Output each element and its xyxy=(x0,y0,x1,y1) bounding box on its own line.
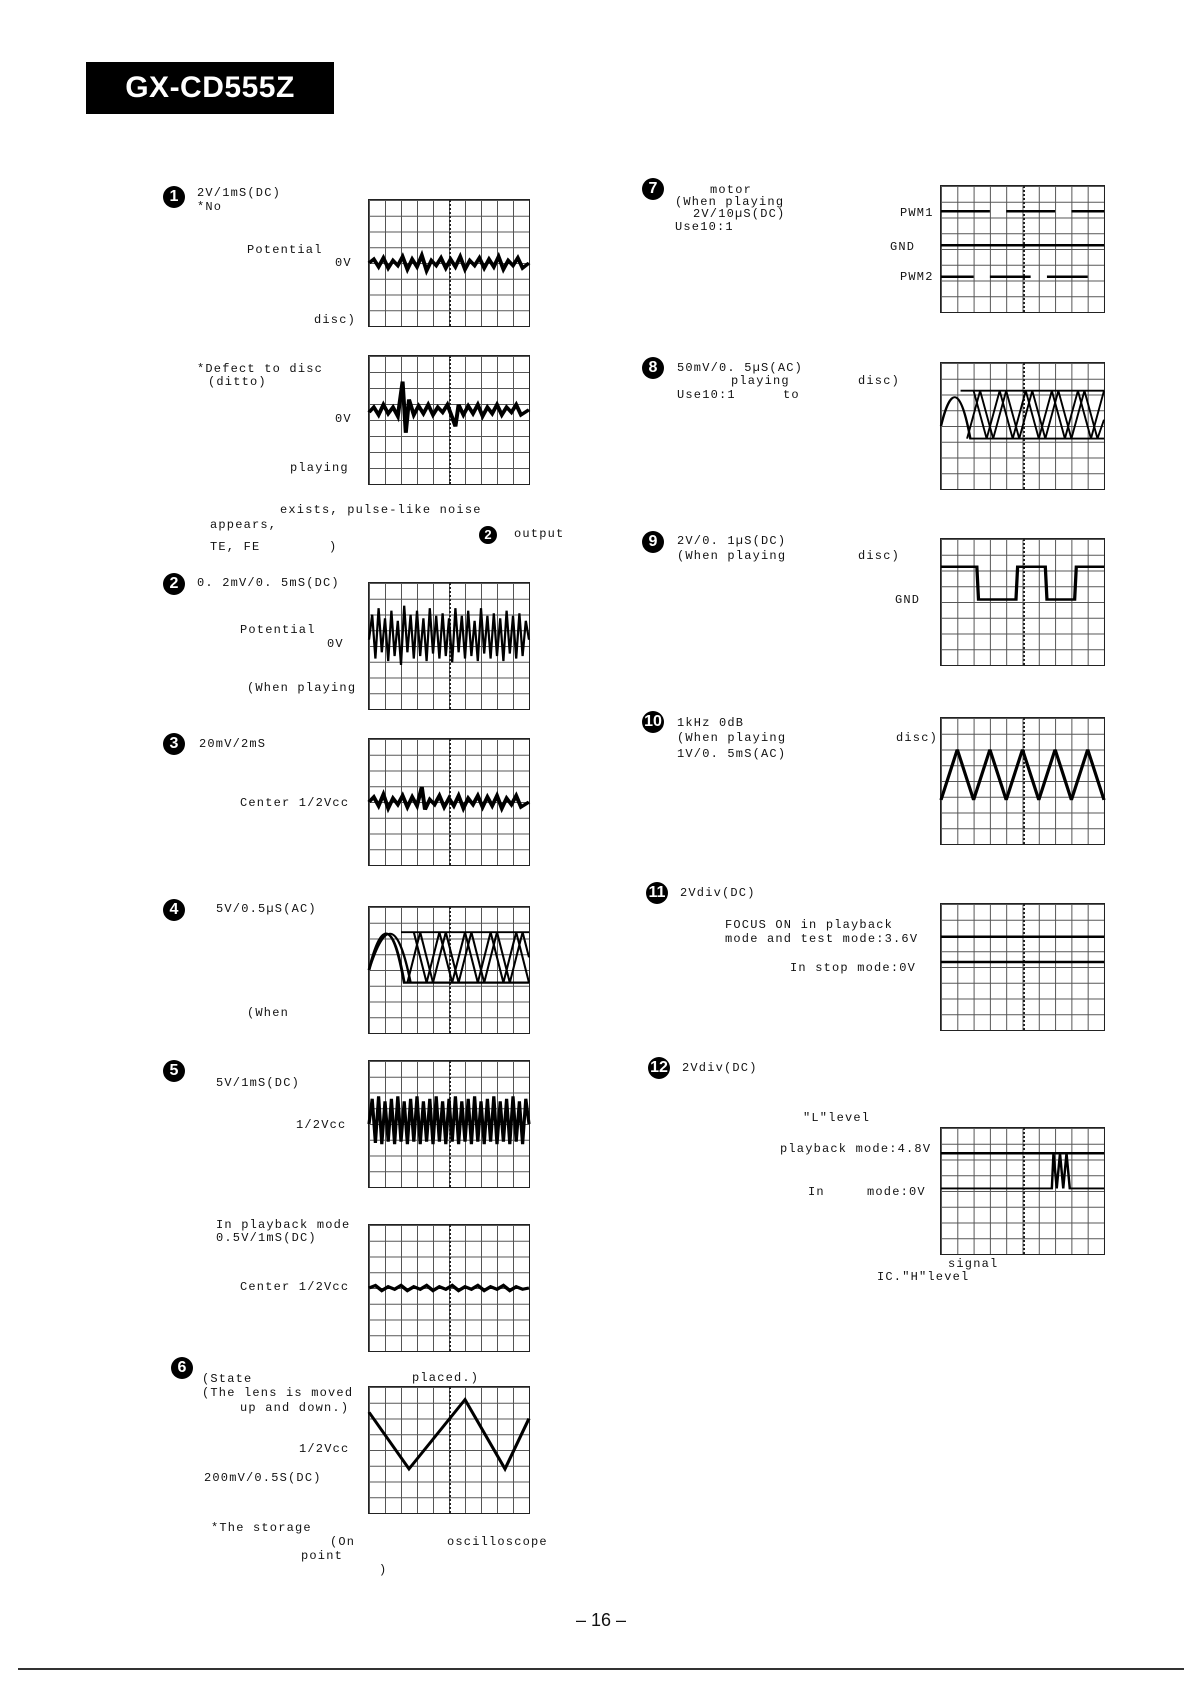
waveform-4-badge: 4 xyxy=(163,899,185,921)
scope-9 xyxy=(940,538,1105,666)
waveform-1-label: Potential xyxy=(247,243,323,257)
waveform-2-label: Potential xyxy=(240,623,316,637)
waveform-5-half: 1/2Vcc xyxy=(296,1118,347,1132)
waveform-6-state: (State xyxy=(202,1372,253,1386)
waveform-2-badge: 2 xyxy=(163,573,185,595)
waveform-1-zero: 0V xyxy=(335,256,352,270)
scope-11 xyxy=(940,903,1105,1031)
waveform-8-badge: 8 xyxy=(642,357,664,379)
waveform-7-when: (When playing xyxy=(675,195,785,209)
waveform-9-gnd: GND xyxy=(895,593,921,607)
waveform-1b-desc: exists, pulse-like noise xyxy=(280,503,482,517)
waveform-11-badge: 11 xyxy=(646,882,668,904)
scope-4 xyxy=(368,906,530,1034)
waveform-12-badge: 12 xyxy=(648,1057,670,1079)
waveform-4-when: (When xyxy=(247,1006,290,1020)
waveform-2-zero: 0V xyxy=(327,637,344,651)
waveform-6-lens: (The lens is moved xyxy=(202,1386,354,1400)
waveform-3-scale: 20mV/2mS xyxy=(199,737,267,751)
waveform-3-center: Center 1/2Vcc xyxy=(240,796,350,810)
waveform-1b-zero: 0V xyxy=(335,412,352,426)
scope-5b xyxy=(368,1224,530,1352)
scope-3 xyxy=(368,738,530,866)
waveform-9-when: (When playing xyxy=(677,549,787,563)
waveform-7-scale: 2V/10µS(DC) xyxy=(693,207,786,221)
waveform-12-in: In xyxy=(808,1185,825,1199)
waveform-5-scale: 5V/1mS(DC) xyxy=(216,1076,301,1090)
waveform-12-ic: IC."H"level xyxy=(877,1270,970,1284)
scope-10 xyxy=(940,717,1105,845)
waveform-12-playback: playback mode:4.8V xyxy=(780,1142,932,1156)
waveform-1b-note: (ditto) xyxy=(208,375,267,389)
waveform-1b-title: *Defect to disc xyxy=(197,362,324,376)
waveform-2-scale: 0. 2mV/0. 5mS(DC) xyxy=(197,576,340,590)
waveform-1b-ref-badge: 2 xyxy=(479,526,497,544)
waveform-6-osc: oscilloscope xyxy=(447,1535,548,1549)
waveform-2-when: (When playing xyxy=(247,681,357,695)
waveform-1-badge: 1 xyxy=(163,186,185,208)
waveform-7-gnd: GND xyxy=(890,240,916,254)
scope-5a xyxy=(368,1060,530,1188)
waveform-4-scale: 5V/0.5µS(AC) xyxy=(216,902,317,916)
waveform-12-level: "L"level xyxy=(803,1111,871,1125)
scope-12 xyxy=(940,1127,1105,1255)
waveform-5-mode: In playback mode xyxy=(216,1218,351,1232)
waveform-1b-playing: playing xyxy=(290,461,349,475)
waveform-10-badge: 10 xyxy=(642,711,664,733)
scope-1b xyxy=(368,355,530,485)
scope-7 xyxy=(940,185,1105,313)
scope-6 xyxy=(368,1386,530,1514)
waveform-1-scale: 2V/1mS(DC) xyxy=(197,186,282,200)
waveform-1-disc: disc) xyxy=(314,313,357,327)
waveform-5-center: Center 1/2Vcc xyxy=(240,1280,350,1294)
waveform-10-when: (When playing xyxy=(677,731,787,745)
waveform-8-playing: playing xyxy=(731,374,790,388)
waveform-9-scale: 2V/0. 1µS(DC) xyxy=(677,534,787,548)
waveform-10-scale: 1V/0. 5mS(AC) xyxy=(677,747,787,761)
waveform-11-stop: In stop mode:0V xyxy=(790,961,917,975)
waveform-7-use: Use10:1 xyxy=(675,220,734,234)
waveform-6-point: point xyxy=(301,1549,344,1563)
bottom-rule xyxy=(18,1668,1184,1670)
waveform-6-placed: placed.) xyxy=(412,1371,480,1385)
model-banner: GX-CD555Z xyxy=(86,62,334,114)
waveform-11-focus: FOCUS ON in playback xyxy=(725,918,894,932)
waveform-1b-paren: ) xyxy=(329,540,338,554)
waveform-6-scale: 200mV/0.5S(DC) xyxy=(204,1471,322,1485)
waveform-11-mode: mode and test mode:3.6V xyxy=(725,932,919,946)
waveform-6-updown: up and down.) xyxy=(240,1401,350,1415)
waveform-8-scale: 50mV/0. 5µS(AC) xyxy=(677,361,804,375)
waveform-12-scale: 2Vdiv(DC) xyxy=(682,1061,758,1075)
waveform-8-to: to xyxy=(783,388,800,402)
page-number: – 16 – xyxy=(575,1610,627,1630)
scope-8 xyxy=(940,362,1105,490)
waveform-1b-output: output xyxy=(514,527,565,541)
waveform-7-pwm2: PWM2 xyxy=(900,270,934,284)
waveform-6-close: ) xyxy=(379,1563,388,1577)
waveform-9-disc: disc) xyxy=(858,549,901,563)
waveform-6-on: (On xyxy=(330,1535,356,1549)
waveform-5-scale2: 0.5V/1mS(DC) xyxy=(216,1231,317,1245)
waveform-3-badge: 3 xyxy=(163,733,185,755)
waveform-10-freq: 1kHz 0dB xyxy=(677,716,745,730)
waveform-12-mode: mode:0V xyxy=(867,1185,926,1199)
scope-2 xyxy=(368,582,530,710)
waveform-8-use: Use10:1 xyxy=(677,388,736,402)
waveform-6-storage: *The storage xyxy=(211,1521,312,1535)
waveform-1b-tefe: TE, FE xyxy=(210,540,261,554)
waveform-1-note: *No xyxy=(197,200,223,214)
waveform-7-badge: 7 xyxy=(642,178,664,200)
waveform-1b-appears: appears, xyxy=(210,518,278,532)
waveform-12-signal: signal xyxy=(948,1257,999,1271)
waveform-7-pwm1: PWM1 xyxy=(900,206,934,220)
waveform-5-badge: 5 xyxy=(163,1060,185,1082)
waveform-8-disc: disc) xyxy=(858,374,901,388)
scope-1 xyxy=(368,199,530,327)
waveform-6-badge: 6 xyxy=(171,1357,193,1379)
waveform-9-badge: 9 xyxy=(642,531,664,553)
waveform-10-disc: disc) xyxy=(896,731,939,745)
waveform-6-half: 1/2Vcc xyxy=(299,1442,350,1456)
waveform-11-scale: 2Vdiv(DC) xyxy=(680,886,756,900)
waveform-7-motor: motor xyxy=(710,183,753,197)
